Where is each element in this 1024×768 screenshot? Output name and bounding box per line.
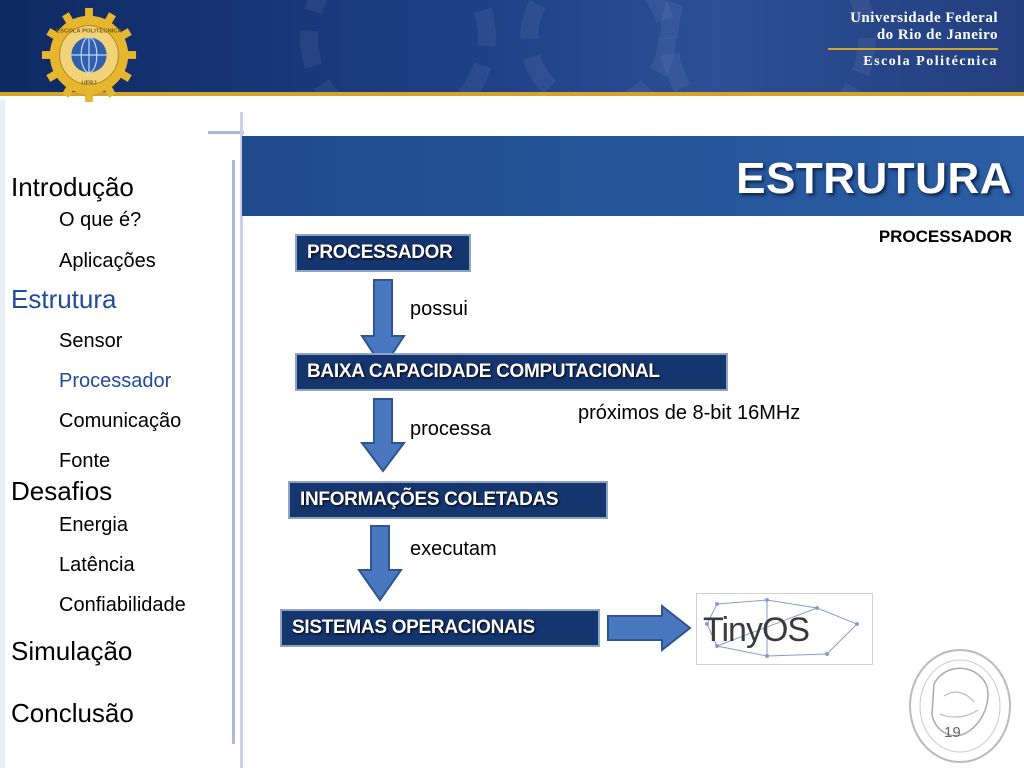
flow-box-sistemas-operacionais: SISTEMAS OPERACIONAIS — [280, 609, 600, 647]
header-gold-line — [0, 92, 1024, 96]
nav-item-aplicacoes[interactable]: Aplicações — [59, 250, 156, 272]
nav-section-desafios[interactable]: Desafios — [11, 476, 113, 506]
flow-box-baixa-capacidade: BAIXA CAPACIDADE COMPUTACIONAL — [295, 353, 728, 391]
nav-item-fonte[interactable]: Fonte — [59, 450, 111, 472]
slide-subtitle: PROCESSADOR — [878, 227, 1012, 246]
arrow-label-possui: possui — [410, 298, 468, 320]
university-line2: do Rio de Janeiro — [876, 27, 998, 43]
arrow-label-executam: executam — [410, 538, 497, 560]
school-name: Escola Politécnica — [863, 54, 998, 69]
nav-section-introducao[interactable]: Introdução — [11, 172, 134, 202]
frame-line-vertical-inner — [232, 160, 235, 744]
nav-item-o-que-e[interactable]: O que é? — [59, 209, 142, 231]
logo-text: ESCOLA POLITÉCNICA — [56, 28, 122, 35]
nav-item-confiabilidade[interactable]: Confiabilidade — [59, 594, 186, 616]
slide-title: ESTRUTURA — [736, 154, 1012, 203]
nav-item-energia[interactable]: Energia — [59, 514, 128, 536]
nav-section-simulacao[interactable]: Simulação — [11, 636, 133, 666]
nav-item-comunicacao[interactable]: Comunicação — [59, 410, 182, 432]
title-bar — [242, 136, 1024, 216]
university-line1: Universidade Federal — [850, 10, 998, 26]
ufrj-seal-watermark — [904, 644, 1016, 766]
university-name — [828, 10, 998, 71]
nav-item-processador[interactable]: Processador — [59, 370, 172, 392]
right-arrow — [606, 604, 692, 652]
left-margin-strip — [0, 100, 5, 768]
nav-item-latencia[interactable]: Latência — [59, 554, 135, 576]
nav-item-sensor[interactable]: Sensor — [59, 330, 123, 352]
page-number: 19 — [944, 724, 961, 741]
flow-box-processador: PROCESSADOR — [295, 234, 471, 272]
processor-spec-note: próximos de 8-bit 16MHz — [578, 402, 801, 424]
university-divider — [828, 48, 998, 50]
frame-line-horizontal — [208, 131, 244, 134]
down-arrow-3 — [357, 524, 403, 616]
logo-bottom-text: UFRJ — [81, 80, 97, 87]
tinyos-logo — [696, 593, 873, 665]
flow-box-informacoes: INFORMAÇÕES COLETADAS — [288, 481, 608, 519]
nav-section-conclusao[interactable]: Conclusão — [11, 698, 134, 728]
tinyos-logo-text: TinyOS — [703, 611, 810, 649]
arrow-label-processa: processa — [410, 418, 492, 440]
down-arrow-2 — [360, 397, 406, 489]
nav-section-estrutura[interactable]: Estrutura — [11, 284, 117, 314]
poli-logo — [40, 6, 138, 104]
